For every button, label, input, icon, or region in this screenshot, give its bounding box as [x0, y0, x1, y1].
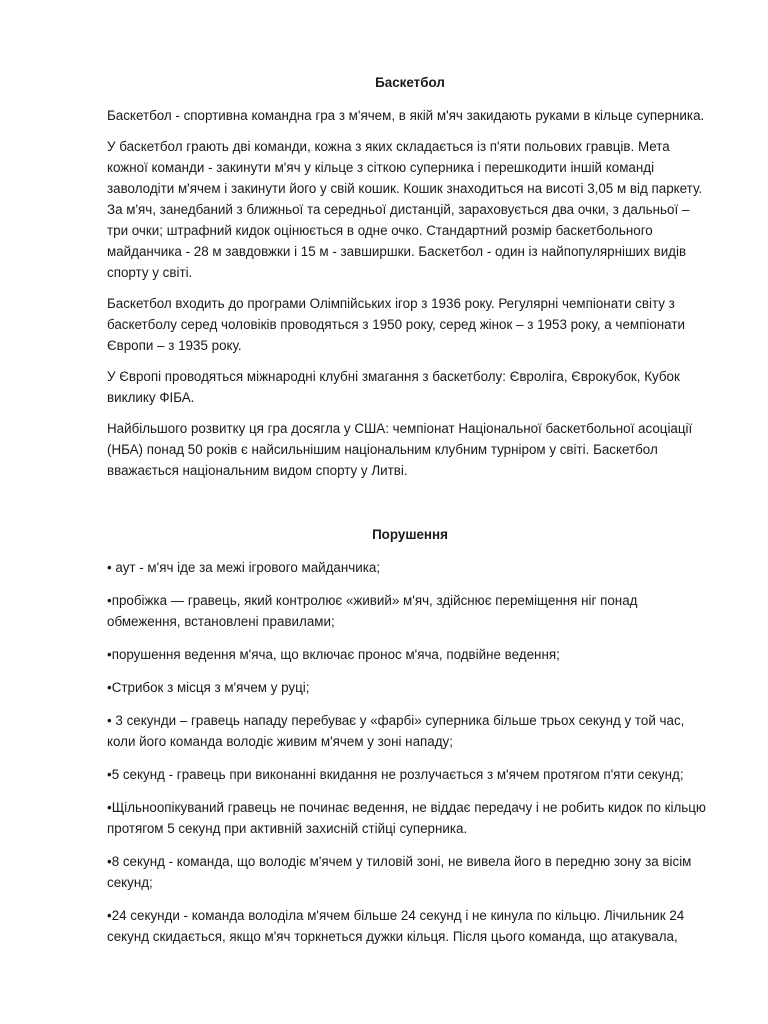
- violation-item: •8 секунд - команда, що володіє м'ячем у тиловій зоні, не вивела його в передню зону за вісім секунд;: [107, 854, 692, 890]
- violation-item: •Стрибок з місця з м'ячем у руці;: [107, 680, 310, 695]
- violation-item: • аут - м'яч іде за межі ігрового майданчика;: [107, 560, 381, 575]
- intro-paragraph-1: Баскетбол - спортивна командна гра з м'ячем, в якій м'яч закидають руками в кільце суперника.: [107, 108, 705, 123]
- page-title: Баскетбол: [375, 75, 445, 90]
- intro-paragraph-3: Баскетбол входить до програми Олімпійських ігор з 1936 року. Регулярні чемпіонати світу з баскетболу серед чоловіків проводяться з 1950 року, серед жінок – з 1953 року, а чемпіонати Європи – з 1935 року.: [107, 296, 685, 353]
- violation-item: •пробіжка — гравець, який контролює «живий» м'яч, здійснює переміщення ніг понад обмеження, встановлені правилами;: [107, 593, 638, 629]
- violation-item: •Щільноопікуваний гравець не починає ведення, не віддає передачу і не робить кидок по кільцю протягом 5 секунд при активній захисній стійці суперника.: [107, 800, 706, 836]
- violations-heading: Порушення: [372, 527, 448, 542]
- violation-item: •5 секунд - гравець при виконанні вкидання не розлучається з м'ячем протягом п'яти секунд;: [107, 767, 684, 782]
- section-gap: [107, 491, 713, 524]
- document-page: [107, 72, 713, 959]
- violation-item: •порушення ведення м'яча, що включає пронос м'яча, подвійне ведення;: [107, 647, 560, 662]
- intro-paragraph-5: Найбільшого розвитку ця гра досягла у США: чемпіонат Національної баскетбольної асоціації (НБА) понад 50 років є найсильнішим національним клубним турніром у світі. Баскетбол вважається національним видом спорту у Литві.: [107, 421, 693, 478]
- intro-paragraph-4: У Європі проводяться міжнародні клубні змагання з баскетболу: Євроліга, Єврокубок, Кубок виклику ФІБА.: [107, 369, 680, 405]
- violation-item: • 3 секунди – гравець нападу перебуває у «фарбі» суперника більше трьох секунд у той час, коли його команда володіє живим м'ячем у зоні нападу;: [107, 713, 685, 749]
- intro-paragraph-2: У баскетбол грають дві команди, кожна з яких складається із п'яти польових гравців. Мета кожної команди - закинути м'яч у кільце з сіткою суперника і перешкодити іншій команді заволодіти м'ячем і закинути його у свій кошик. Кошик знаходиться на висоті 3,05 м від паркету. За м'яч, занедбаний з ближньої та середньої дистанцій, зараховується два очки, з дальньої – три очки; штрафний кидок оцінюється в одне очко. Стандартний розмір баскетбольного майданчика - 28 м завдовжки і 15 м - завширшки. Баскетбол - один із найпопулярніших видів спорту у світі.: [107, 139, 703, 280]
- violation-item: •24 секунди - команда володіла м'ячем більше 24 секунд і не кинула по кільцю. Лічильник 24 секунд скидається, якщо м'яч торкнеться дужки кільця. Після цього команда, що атакувала,: [107, 908, 685, 944]
